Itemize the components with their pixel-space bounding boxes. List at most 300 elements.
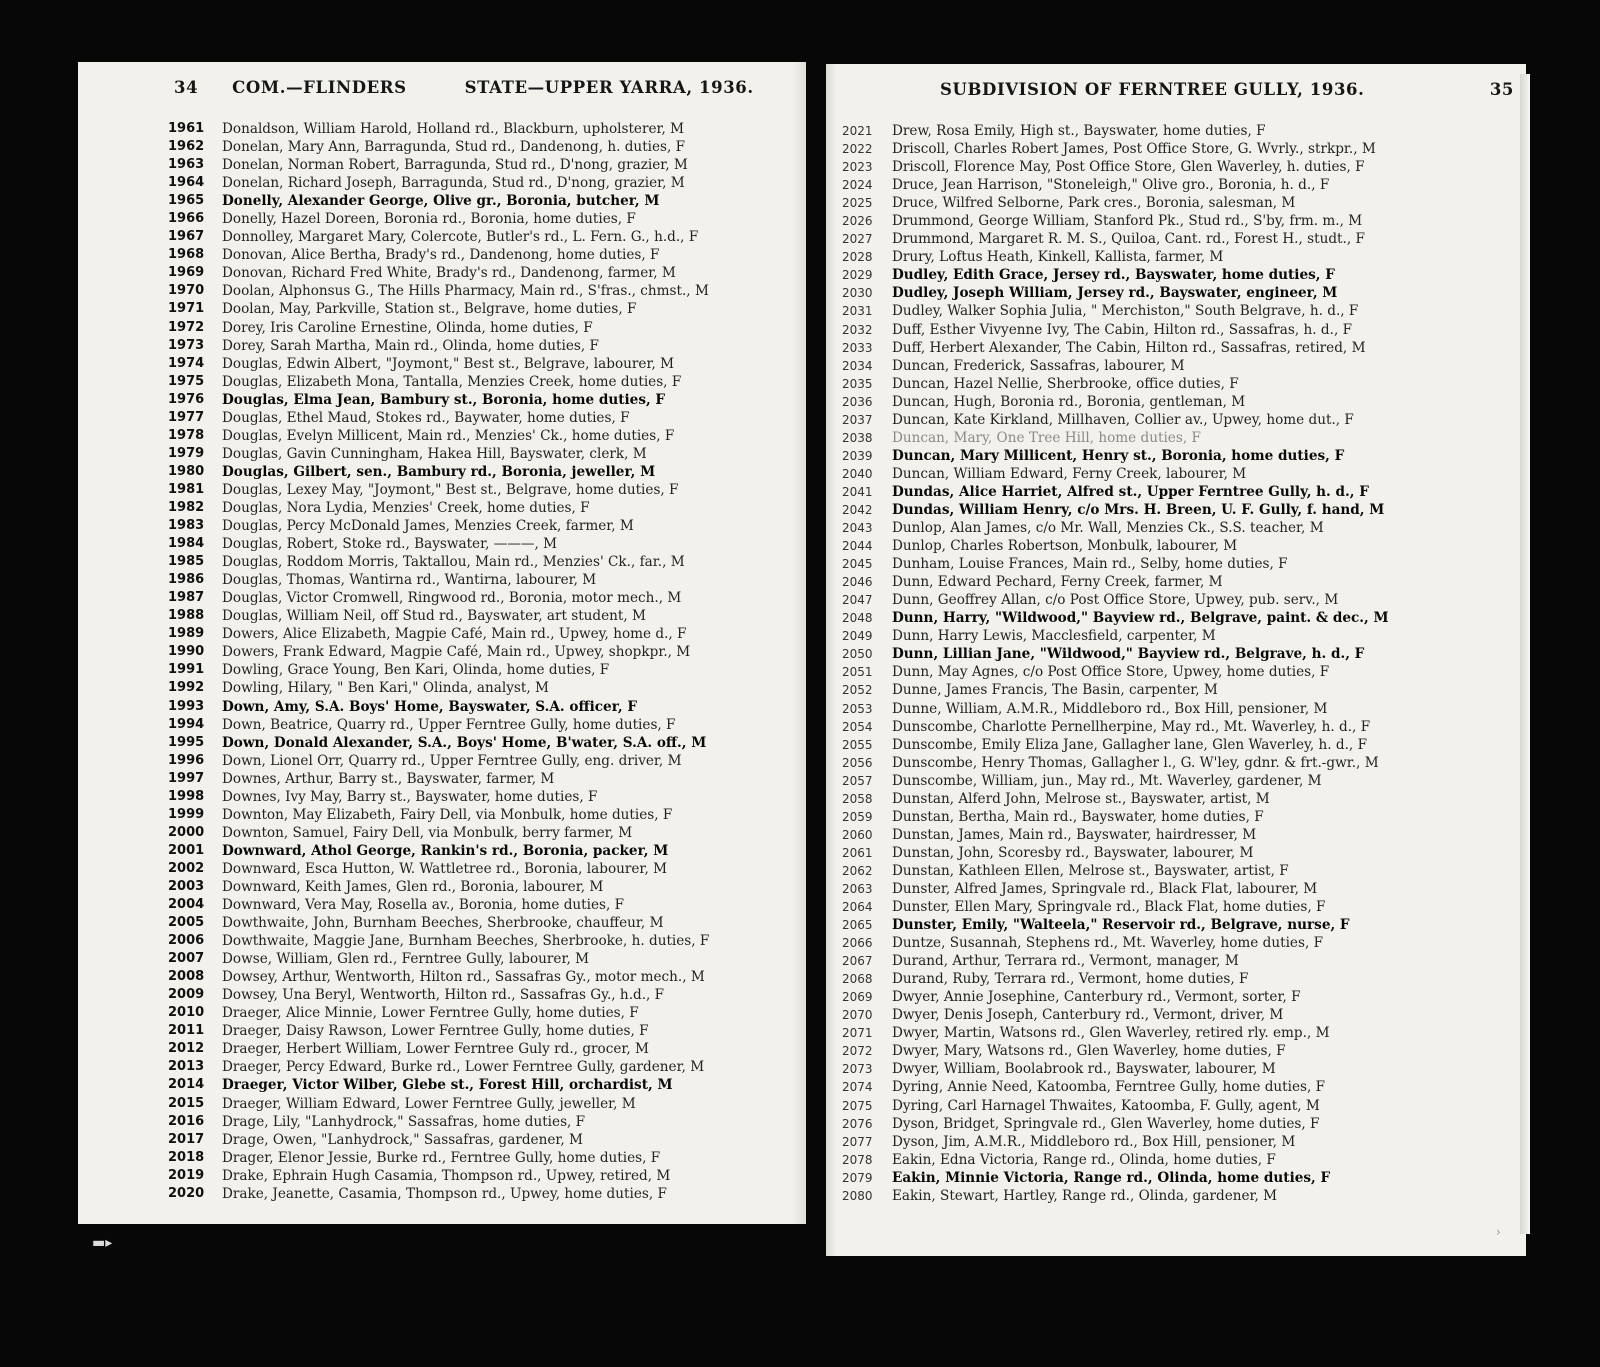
entry-number: 1965 [168, 193, 205, 209]
entry-text: Dowling, Grace Young, Ben Kari, Olinda, home duties, F [222, 662, 610, 679]
entry-number: 1972 [168, 319, 205, 335]
entry-number: 2035 [842, 376, 873, 391]
entry-number: 1975 [168, 373, 205, 389]
roll-entry [842, 1151, 1512, 1169]
roll-entries-left [168, 120, 798, 1203]
entry-text: Eakin, Minnie Victoria, Range rd., Olinda, home duties, F [892, 1169, 1331, 1186]
entry-number: 2041 [842, 484, 873, 499]
roll-entry [842, 681, 1512, 699]
entry-number: 2050 [842, 647, 873, 662]
roll-entry [168, 1185, 798, 1203]
entry-text: Duntze, Susannah, Stephens rd., Mt. Waverley, home duties, F [892, 935, 1324, 952]
entry-number: 1980 [168, 463, 205, 479]
entry-text: Douglas, Percy McDonald James, Menzies Creek, farmer, M [222, 518, 634, 535]
entry-text: Eakin, Stewart, Hartley, Range rd., Olinda, gardener, M [892, 1187, 1278, 1204]
entry-number: 1999 [168, 806, 205, 822]
entry-number: 2016 [168, 1113, 205, 1129]
entry-number: 2068 [842, 972, 873, 987]
entry-text: Duncan, Kate Kirkland, Millhaven, Collier av., Upwey, home dut., F [892, 411, 1354, 428]
roll-entry [842, 302, 1512, 320]
roll-entry [842, 844, 1512, 862]
roll-entry [842, 1024, 1512, 1042]
entry-text: Drummond, George William, Stanford Pk., Stud rd., S'by, frm. m., M [892, 213, 1363, 230]
entry-number: 2062 [842, 863, 873, 878]
roll-entry [168, 517, 798, 535]
entry-number: 1966 [168, 211, 205, 227]
entry-number: 2078 [842, 1152, 873, 1167]
right-page-header [938, 80, 1538, 99]
entry-text: Dunham, Louise Frances, Main rd., Selby, home duties, F [892, 556, 1288, 573]
entry-text: Dwyer, William, Boolabrook rd., Bayswater, labourer, M [892, 1061, 1276, 1078]
roll-entry [168, 481, 798, 499]
roll-entry [842, 122, 1512, 140]
entry-text: Duncan, Mary Millicent, Henry st., Boronia, home duties, F [892, 447, 1345, 464]
entry-number: 2065 [842, 918, 873, 933]
entry-number: 1978 [168, 427, 205, 443]
entry-number: 2011 [168, 1023, 205, 1039]
entry-text: Dunn, May Agnes, c/o Post Office Store, Upwey, home duties, F [892, 664, 1330, 681]
roll-entry [168, 734, 798, 752]
roll-entry [168, 914, 798, 932]
entry-number: 1974 [168, 355, 205, 371]
entry-text: Douglas, Elizabeth Mona, Tantalla, Menzies Creek, home duties, F [222, 373, 682, 390]
roll-entry [168, 1131, 798, 1149]
entry-number: 1986 [168, 572, 205, 588]
roll-entry [842, 375, 1512, 393]
entry-number: 2077 [842, 1134, 873, 1149]
entry-text: Downward, Esca Hutton, W. Wattletree rd., Boronia, labourer, M [222, 860, 668, 877]
entry-number: 2008 [168, 969, 205, 985]
entry-number: 2034 [842, 358, 873, 373]
entry-number: 2047 [842, 593, 873, 608]
entry-text: Dunstan, John, Scoresby rd., Bayswater, labourer, M [892, 844, 1254, 861]
roll-entry [168, 896, 798, 914]
entry-text: Drage, Lily, "Lanhydrock," Sassafras, home duties, F [222, 1113, 586, 1130]
roll-entry [168, 806, 798, 824]
roll-entry [842, 465, 1512, 483]
entry-text: Dwyer, Martin, Watsons rd., Glen Waverley, retired rly. emp., M [892, 1025, 1330, 1042]
entry-number: 2053 [842, 701, 873, 716]
roll-entry [842, 754, 1512, 772]
page-number: 34 [174, 78, 199, 97]
entry-number: 2014 [168, 1077, 205, 1093]
entry-number: 2018 [168, 1149, 205, 1165]
roll-entry [842, 501, 1512, 519]
entry-text: Downward, Keith James, Glen rd., Boronia, labourer, M [222, 878, 604, 895]
entry-number: 2067 [842, 954, 873, 969]
entry-number: 2007 [168, 951, 205, 967]
entry-text: Dyson, Jim, A.M.R., Middleboro rd., Box Hill, pensioner, M [892, 1133, 1296, 1150]
entry-text: Dyring, Carl Harnagel Thwaites, Katoomba, F. Gully, agent, M [892, 1097, 1320, 1114]
entry-text: Donovan, Alice Bertha, Brady's rd., Dandenong, home duties, F [222, 247, 660, 264]
roll-entry [168, 571, 798, 589]
entry-text: Dowsey, Una Beryl, Wentworth, Hilton rd., Sassafras Gy., h.d., F [222, 987, 665, 1004]
entry-text: Drury, Loftus Heath, Kinkell, Kallista, farmer, M [892, 249, 1224, 266]
roll-entry [842, 158, 1512, 176]
entry-number: 1992 [168, 680, 205, 696]
roll-entry [168, 535, 798, 553]
roll-entry [842, 736, 1512, 754]
page-number: 35 [1489, 80, 1514, 99]
roll-entry [842, 970, 1512, 988]
roll-entry [168, 210, 798, 228]
entry-text: Dwyer, Denis Joseph, Canterbury rd., Vermont, driver, M [892, 1007, 1284, 1024]
entry-number: 2040 [842, 466, 873, 481]
entry-text: Douglas, Elma Jean, Bambury st., Boronia, home duties, F [222, 391, 666, 408]
entry-number: 2072 [842, 1044, 873, 1059]
entry-number: 2046 [842, 575, 873, 590]
roll-entry [168, 950, 798, 968]
roll-entry [168, 842, 798, 860]
entry-number: 2058 [842, 791, 873, 806]
roll-entry [168, 1022, 798, 1040]
entry-text: Dunscombe, Charlotte Pernellherpine, May rd., Mt. Waverley, h. d., F [892, 718, 1371, 735]
roll-entry [168, 282, 798, 300]
roll-entry [842, 266, 1512, 284]
entry-text: Driscoll, Florence May, Post Office Store, Glen Waverley, h. duties, F [892, 159, 1365, 176]
roll-entry [168, 120, 798, 138]
entry-text: Draeger, Percy Edward, Burke rd., Lower Ferntree Gully, gardener, M [222, 1059, 705, 1076]
entry-text: Donelly, Alexander George, Olive gr., Boronia, butcher, M [222, 193, 660, 210]
entry-number: 1988 [168, 608, 205, 624]
entry-number: 2026 [842, 214, 873, 229]
entry-text: Douglas, Thomas, Wantirna rd., Wantirna, labourer, M [222, 572, 597, 589]
entry-text: Dunstan, James, Main rd., Bayswater, hairdresser, M [892, 826, 1257, 843]
roll-entry [842, 1042, 1512, 1060]
entry-text: Dudley, Walker Sophia Julia, " Merchiston," South Belgrave, h. d., F [892, 303, 1359, 320]
entry-text: Drake, Ephrain Hugh Casamia, Thompson rd., Upwey, retired, M [222, 1167, 671, 1184]
entry-text: Dundas, Alice Harriet, Alfred st., Upper Ferntree Gully, h. d., F [892, 483, 1369, 500]
roll-entry [842, 790, 1512, 808]
entry-number: 2073 [842, 1062, 873, 1077]
roll-entry [842, 248, 1512, 266]
entry-number: 2006 [168, 933, 205, 949]
roll-entry [842, 952, 1512, 970]
roll-entry [168, 1095, 798, 1113]
entry-text: Eakin, Edna Victoria, Range rd., Olinda, home duties, F [892, 1151, 1276, 1168]
entry-text: Dunlop, Charles Robertson, Monbulk, labourer, M [892, 538, 1238, 555]
entry-number: 1998 [168, 788, 205, 804]
entry-number: 2031 [842, 304, 873, 319]
entry-number: 2045 [842, 557, 873, 572]
roll-entry [842, 1097, 1512, 1115]
entry-text: Dowse, William, Glen rd., Ferntree Gully, labourer, M [222, 951, 590, 968]
entry-text: Dorey, Sarah Martha, Main rd., Olinda, home duties, F [222, 337, 599, 354]
entry-text: Dudley, Joseph William, Jersey rd., Bayswater, engineer, M [892, 285, 1338, 302]
entry-number: 2054 [842, 719, 873, 734]
entry-text: Draeger, William Edward, Lower Ferntree Gully, jeweller, M [222, 1095, 636, 1112]
roll-entry [168, 788, 798, 806]
roll-entry [842, 1169, 1512, 1187]
roll-entry [842, 447, 1512, 465]
entry-text: Drage, Owen, "Lanhydrock," Sassafras, gardener, M [222, 1131, 583, 1148]
entry-number: 1985 [168, 554, 205, 570]
entry-number: 2010 [168, 1005, 205, 1021]
entry-text: Down, Beatrice, Quarry rd., Upper Ferntree Gully, home duties, F [222, 716, 676, 733]
entry-number: 1987 [168, 590, 205, 606]
roll-entry [168, 228, 798, 246]
roll-entry [842, 176, 1512, 194]
roll-entry [168, 1167, 798, 1185]
roll-entry [842, 916, 1512, 934]
entry-number: 1979 [168, 445, 205, 461]
roll-entry [842, 645, 1512, 663]
entry-text: Dowers, Frank Edward, Magpie Café, Main rd., Upwey, shopkpr., M [222, 644, 691, 661]
entry-number: 1982 [168, 499, 205, 515]
entry-text: Dunscombe, Emily Eliza Jane, Gallagher lane, Glen Waverley, h. d., F [892, 736, 1367, 753]
entry-number: 1962 [168, 139, 205, 155]
roll-entry [842, 573, 1512, 591]
roll-entry [842, 808, 1512, 826]
entry-text: Dunster, Emily, "Walteela," Reservoir rd., Belgrave, nurse, F [892, 917, 1350, 934]
entry-number: 2028 [842, 250, 873, 265]
entry-text: Dunster, Ellen Mary, Springvale rd., Black Flat, home duties, F [892, 899, 1326, 916]
entry-number: 1961 [168, 121, 205, 136]
entry-text: Drager, Elenor Jessie, Burke rd., Ferntree Gully, home duties, F [222, 1149, 661, 1166]
entry-text: Donelan, Mary Ann, Barragunda, Stud rd., Dandenong, h. duties, F [222, 139, 686, 156]
entry-text: Draeger, Alice Minnie, Lower Ferntree Gully, home duties, F [222, 1005, 639, 1022]
entry-text: Dunn, Edward Pechard, Ferny Creek, farmer, M [892, 574, 1223, 591]
roll-entry [842, 1078, 1512, 1096]
roll-entry [168, 770, 798, 788]
roll-entry [168, 589, 798, 607]
entry-number: 2055 [842, 737, 873, 752]
roll-entry [168, 337, 798, 355]
roll-entry [168, 445, 798, 463]
entry-text: Douglas, William Neil, off Stud rd., Bayswater, art student, M [222, 608, 646, 625]
roll-entry [168, 156, 798, 174]
entry-number: 1996 [168, 752, 205, 768]
entry-text: Duncan, Hazel Nellie, Sherbrooke, office duties, F [892, 375, 1239, 392]
roll-entry [842, 862, 1512, 880]
entry-number: 2027 [842, 232, 873, 247]
entry-text: Donaldson, William Harold, Holland rd., Blackburn, upholsterer, M [222, 121, 685, 137]
entry-text: Downes, Ivy May, Barry st., Bayswater, home duties, F [222, 788, 598, 805]
entry-number: 2033 [842, 340, 873, 355]
entry-number: 2030 [842, 286, 873, 301]
roll-entry [168, 553, 798, 571]
entry-text: Dyring, Annie Need, Katoomba, Ferntree Gully, home duties, F [892, 1079, 1326, 1096]
entry-number: 1967 [168, 229, 205, 245]
entry-number: 1981 [168, 481, 205, 497]
roll-entry [168, 1113, 798, 1131]
entry-text: Doolan, May, Parkville, Station st., Belgrave, home duties, F [222, 301, 637, 318]
entry-text: Douglas, Roddom Morris, Taktallou, Main rd., Menzies' Ck., far., M [222, 554, 685, 571]
entry-number: 1994 [168, 716, 205, 732]
entry-number: 2048 [842, 611, 873, 626]
roll-entry [168, 824, 798, 842]
roll-entry [842, 339, 1512, 357]
roll-entry [842, 321, 1512, 339]
entry-text: Dunlop, Alan James, c/o Mr. Wall, Menzies Ck., S.S. teacher, M [892, 520, 1324, 537]
entry-number: 2000 [168, 824, 205, 840]
entry-number: 2015 [168, 1095, 205, 1111]
entry-text: Dunscombe, William, jun., May rd., Mt. Waverley, gardener, M [892, 772, 1322, 789]
entry-number: 2063 [842, 881, 873, 896]
roll-entry [842, 772, 1512, 790]
roll-entry [168, 463, 798, 481]
scan-mark: › [1496, 1225, 1501, 1239]
roll-entry [168, 427, 798, 445]
roll-entry [842, 1133, 1512, 1151]
scan-mark: ▬▸ [92, 1235, 113, 1251]
page-title: STATE—UPPER YARRA, 1936. [464, 78, 754, 97]
entry-number: 2003 [168, 878, 205, 894]
entry-number: 2020 [168, 1185, 205, 1201]
entry-number: 1984 [168, 536, 205, 552]
roll-entry [168, 246, 798, 264]
roll-entry [168, 878, 798, 896]
roll-entry [168, 264, 798, 282]
entry-text: Dwyer, Annie Josephine, Canterbury rd., Vermont, sorter, F [892, 989, 1301, 1006]
entry-number: 2049 [842, 629, 873, 644]
entry-number: 2037 [842, 412, 873, 427]
entry-text: Douglas, Gavin Cunningham, Hakea Hill, Bayswater, clerk, M [222, 445, 647, 462]
roll-entry [842, 1006, 1512, 1024]
entry-number: 2051 [842, 665, 873, 680]
roll-entry [168, 932, 798, 950]
roll-entry [168, 1076, 798, 1094]
roll-entry [842, 140, 1512, 158]
entry-number: 1989 [168, 626, 205, 642]
entry-text: Douglas, Gilbert, sen., Bambury rd., Boronia, jeweller, M [222, 463, 656, 480]
roll-entry [842, 988, 1512, 1006]
entry-text: Douglas, Nora Lydia, Menzies' Creek, home duties, F [222, 499, 590, 516]
roll-entry [168, 138, 798, 156]
entry-number: 2070 [842, 1008, 873, 1023]
entry-number: 2022 [842, 142, 873, 157]
entry-number: 2039 [842, 448, 873, 463]
roll-entry [168, 1004, 798, 1022]
entry-number: 2038 [842, 430, 873, 445]
entry-number: 2042 [842, 502, 873, 517]
entry-number: 2044 [842, 539, 873, 554]
entry-text: Dunn, Geoffrey Allan, c/o Post Office Store, Upwey, pub. serv., M [892, 592, 1339, 609]
roll-entry [842, 230, 1512, 248]
entry-number: 2079 [842, 1170, 873, 1185]
entry-text: Downton, Samuel, Fairy Dell, via Monbulk, berry farmer, M [222, 824, 633, 841]
entry-text: Duff, Herbert Alexander, The Cabin, Hilton rd., Sassafras, retired, M [892, 339, 1366, 356]
entry-number: 2071 [842, 1026, 873, 1041]
roll-entry [842, 194, 1512, 212]
entry-text: Douglas, Victor Cromwell, Ringwood rd., Boronia, motor mech., M [222, 590, 682, 607]
entry-text: Dundas, William Henry, c/o Mrs. H. Breen, U. F. Gully, f. hand, M [892, 501, 1385, 518]
entry-number: 1995 [168, 734, 205, 750]
page-title: SUBDIVISION OF FERNTREE GULLY, 1936. [940, 80, 1365, 99]
entry-number: 2025 [842, 196, 873, 211]
entry-text: Down, Donald Alexander, S.A., Boys' Home, B'water, S.A. off., M [222, 734, 707, 751]
roll-entry [842, 627, 1512, 645]
section-heading: COM.—FLINDERS [232, 78, 407, 97]
entry-number: 2043 [842, 521, 873, 536]
entry-number: 1990 [168, 644, 205, 660]
roll-entry [168, 192, 798, 210]
roll-entry [842, 212, 1512, 230]
entry-text: Downes, Arthur, Barry st., Bayswater, farmer, M [222, 770, 555, 787]
roll-entry [168, 607, 798, 625]
entry-text: Downward, Athol George, Rankin's rd., Boronia, packer, M [222, 842, 669, 859]
gutter-shadow [826, 64, 836, 1256]
entry-number: 2012 [168, 1041, 205, 1057]
entry-text: Dowling, Hilary, " Ben Kari," Olinda, analyst, M [222, 680, 549, 697]
entry-number: 2076 [842, 1116, 873, 1131]
entry-text: Douglas, Evelyn Millicent, Main rd., Menzies' Ck., home duties, F [222, 427, 675, 444]
roll-entry [842, 934, 1512, 952]
entry-text: Down, Amy, S.A. Boys' Home, Bayswater, S.A. officer, F [222, 698, 637, 715]
entry-text: Dunne, James Francis, The Basin, carpenter, M [892, 682, 1218, 699]
entry-number: 1970 [168, 283, 205, 299]
entry-text: Duncan, Frederick, Sassafras, labourer, M [892, 357, 1185, 374]
entry-number: 1976 [168, 391, 205, 407]
entry-number: 2060 [842, 827, 873, 842]
entry-number: 2052 [842, 683, 873, 698]
roll-entry [168, 174, 798, 192]
entry-number: 1971 [168, 301, 205, 317]
entry-number: 2069 [842, 990, 873, 1005]
entry-text: Dowthwaite, John, Burnham Beeches, Sherbrooke, chauffeur, M [222, 915, 664, 932]
entry-number: 2005 [168, 915, 205, 931]
entry-text: Dorey, Iris Caroline Ernestine, Olinda, home duties, F [222, 319, 593, 336]
roll-entry [168, 300, 798, 318]
entry-text: Dwyer, Mary, Watsons rd., Glen Waverley, home duties, F [892, 1043, 1286, 1060]
roll-entry [168, 1058, 798, 1076]
entry-text: Drake, Jeanette, Casamia, Thompson rd., Upwey, home duties, F [222, 1185, 667, 1202]
entry-text: Donelan, Norman Robert, Barragunda, Stud rd., D'nong, grazier, M [222, 157, 688, 174]
entry-text: Dunstan, Kathleen Ellen, Melrose st., Bayswater, artist, F [892, 862, 1289, 879]
entry-number: 2002 [168, 860, 205, 876]
entry-number: 1997 [168, 770, 205, 786]
entry-text: Dunstan, Bertha, Main rd., Bayswater, home duties, F [892, 808, 1264, 825]
roll-entry [842, 1115, 1512, 1133]
roll-entry [168, 499, 798, 517]
roll-entry [168, 643, 798, 661]
entry-text: Douglas, Edwin Albert, "Joymont," Best st., Belgrave, labourer, M [222, 355, 675, 372]
entry-text: Duncan, William Edward, Ferny Creek, labourer, M [892, 465, 1247, 482]
entry-text: Dudley, Edith Grace, Jersey rd., Bayswater, home duties, F [892, 267, 1335, 284]
entry-number: 2024 [842, 178, 873, 193]
entry-number: 2074 [842, 1080, 873, 1095]
left-page [78, 62, 806, 1224]
entry-number: 2064 [842, 900, 873, 915]
roll-entry [842, 555, 1512, 573]
roll-entry [842, 429, 1512, 447]
entry-number: 2013 [168, 1059, 205, 1075]
entry-text: Dunn, Harry, "Wildwood," Bayview rd., Belgrave, paint. & dec., M [892, 610, 1389, 627]
entry-text: Downward, Vera May, Rosella av., Boronia, home duties, F [222, 897, 625, 914]
entry-number: 1968 [168, 247, 205, 263]
entry-number: 1983 [168, 518, 205, 534]
entry-text: Donelly, Hazel Doreen, Boronia rd., Boronia, home duties, F [222, 211, 636, 228]
roll-entry [168, 373, 798, 391]
roll-entry [842, 663, 1512, 681]
entry-text: Druce, Jean Harrison, "Stoneleigh," Olive gro., Boronia, h. d., F [892, 177, 1330, 194]
right-page [826, 64, 1526, 1256]
roll-entry [842, 483, 1512, 501]
roll-entries-right [842, 122, 1512, 1205]
roll-entry [842, 537, 1512, 555]
entry-number: 2017 [168, 1131, 205, 1147]
entry-text: Dunster, Alfred James, Springvale rd., Black Flat, labourer, M [892, 880, 1318, 897]
entry-text: Downton, May Elizabeth, Fairy Dell, via Monbulk, home duties, F [222, 806, 673, 823]
entry-text: Druce, Wilfred Selborne, Park cres., Boronia, salesman, M [892, 195, 1296, 212]
roll-entry [168, 1040, 798, 1058]
roll-entry [842, 700, 1512, 718]
entry-number: 1977 [168, 409, 205, 425]
roll-entry [168, 716, 798, 734]
roll-entry [168, 968, 798, 986]
entry-number: 1973 [168, 337, 205, 353]
roll-entry [842, 718, 1512, 736]
